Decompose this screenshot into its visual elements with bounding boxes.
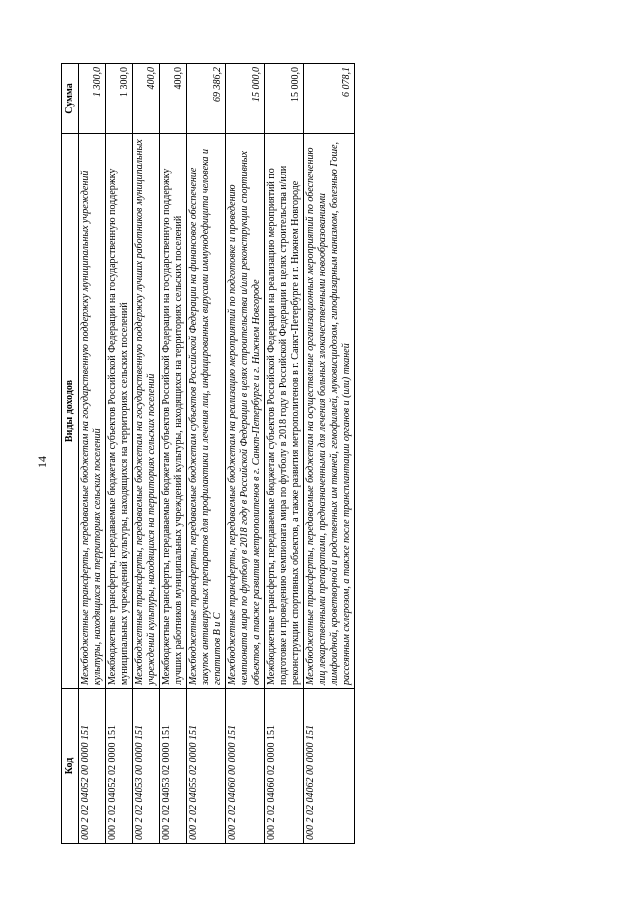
header-code: Код <box>62 689 79 844</box>
header-sum: Сумма <box>62 64 79 134</box>
row-code: 000 2 02 04052 02 0000 151 <box>106 689 133 844</box>
table-header-row <box>62 64 79 844</box>
revenue-table <box>61 63 355 844</box>
row-text: Межбюджетные трансферты, передаваемые бюджетам на государственную поддержку муниципальных учреждений культуры, находящихся на территориях сельских поселений <box>79 134 106 689</box>
row-code: 000 2 02 04052 00 0000 151 <box>79 689 106 844</box>
row-sum: 15 000,0 <box>226 64 265 134</box>
row-text: Межбюджетные трансферты, передаваемые бюджетам субъектов Российской Федерации на финансовое обеспечение закупок антивирусных препаратов для профилактики и лечения лиц, инфицированных вирусами иммунодефицита человека и гепатитов B и C <box>187 134 226 689</box>
table-row <box>226 64 265 844</box>
row-code: 000 2 02 04062 00 0000 151 <box>304 689 355 844</box>
table-row <box>79 64 106 844</box>
row-code: 000 2 02 04060 00 0000 151 <box>226 689 265 844</box>
header-revenue-type: Виды доходов <box>62 134 79 689</box>
table-row <box>133 64 160 844</box>
row-code: 000 2 02 04053 02 0000 151 <box>160 689 187 844</box>
row-text: Межбюджетные трансферты, передаваемые бюджетам субъектов Российской Федерации на реализацию мероприятий по подготовке и проведению чемпионата мира по футболу в 2018 году в Российской Федерации в целях строительства и/или реконструкции спортивных объектов, а также развития метрополитенов в г. Санкт-Петербурге и г. Нижнем Новгороде <box>265 134 304 689</box>
row-text: Межбюджетные трансферты, передаваемые бюджетам на реализацию мероприятий по подготовке и проведению чемпионата мира по футболу в 2018 году в Российской Федерации в целях строительства и/или реконструкции спортивных объектов, а также развития метрополитенов в г. Санкт-Петербурге и г. Нижнем Новгороде <box>226 134 265 689</box>
row-sum: 6 078,1 <box>304 64 355 134</box>
page-number: 14 <box>35 456 49 468</box>
row-text: Межбюджетные трансферты, передаваемые бюджетам на осуществление организационных мероприятий по обеспечению лиц лекарственными препаратами, предназначенными для лечения больных злокачественными новообразованиями лимфоидной, кроветворной и родственных им тканей, гемофилией, муковисцидозом, гипофизарным нанизмом, болезнью Гоше, рассеянным склерозом, а также после трансплантации органов и (или) тканей <box>304 134 355 689</box>
table-row <box>304 64 355 844</box>
table-row <box>187 64 226 844</box>
table-row <box>160 64 187 844</box>
row-text: Межбюджетные трансферты, передаваемые бюджетам на государственную поддержку лучших работников муниципальных учреждений культуры, находящихся на территориях сельских поселений <box>133 134 160 689</box>
table-row <box>106 64 133 844</box>
row-sum: 1 300,0 <box>79 64 106 134</box>
row-text: Межбюджетные трансферты, передаваемые бюджетам субъектов Российской Федерации на государственную поддержку лучших работников муниципальных учреждений культуры, находящихся на территориях сельских поселений <box>160 134 187 689</box>
row-text: Межбюджетные трансферты, передаваемые бюджетам субъектов Российской Федерации на государственную поддержку муниципальных учреждений культуры, находящихся на территориях сельских поселений <box>106 134 133 689</box>
row-sum: 400,0 <box>133 64 160 134</box>
row-code: 000 2 02 04060 02 0000 151 <box>265 689 304 844</box>
row-sum: 15 000,0 <box>265 64 304 134</box>
row-sum: 400,0 <box>160 64 187 134</box>
row-sum: 69 386,2 <box>187 64 226 134</box>
row-sum: 1 300,0 <box>106 64 133 134</box>
row-code: 000 2 02 04053 00 0000 151 <box>133 689 160 844</box>
row-code: 000 2 02 04055 02 0000 151 <box>187 689 226 844</box>
rotated-page-content <box>61 64 583 844</box>
table-row <box>265 64 304 844</box>
